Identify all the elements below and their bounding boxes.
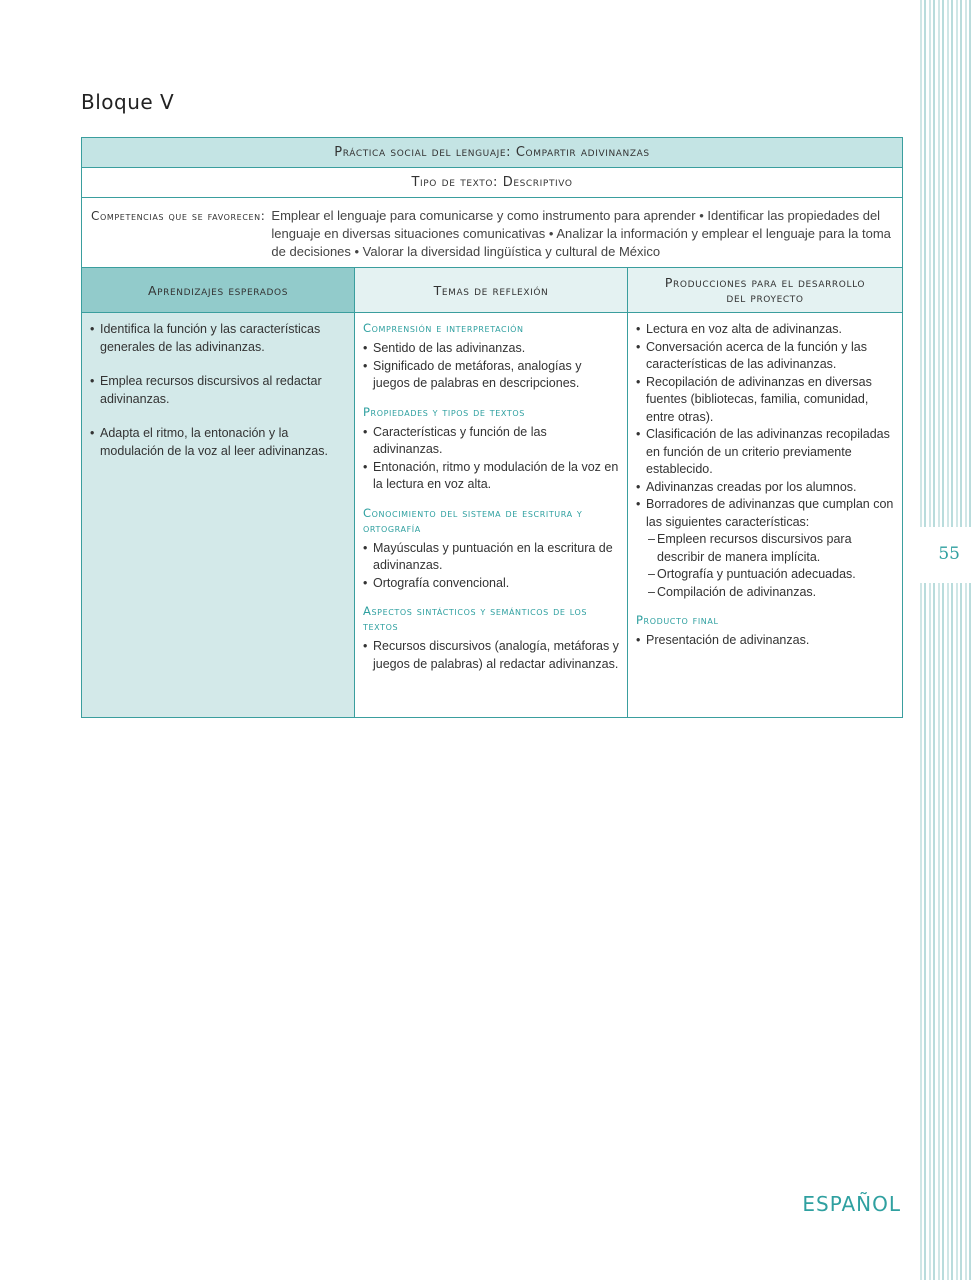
competencies-row — [82, 198, 903, 268]
topic-section-title: Propiedades y tipos de textos — [363, 404, 525, 419]
learnings-column — [82, 313, 355, 718]
topics-column — [355, 313, 628, 718]
draft-feature-item: – Ortografía y puntuación adecuadas. — [648, 566, 894, 584]
topic-section-title: Comprensión e interpretación — [363, 321, 524, 335]
final-product-item: • Presentación de adivinanzas. — [636, 632, 894, 650]
page-number: 55 — [938, 544, 960, 564]
topic-item: • Mayúsculas y puntuación en la escritura de adivinanzas. — [363, 540, 619, 575]
topic-section-title: Conocimiento del sistema de escritura y ortografía — [363, 505, 583, 535]
decorative-stripes — [908, 0, 972, 1280]
topic-item: • Sentido de las adivinanzas. — [363, 340, 619, 358]
column-header-learnings: Aprendizajes esperados — [82, 268, 355, 313]
block-title: Bloque V — [81, 90, 175, 114]
text-type-header: Tipo de texto: Descriptivo — [82, 168, 903, 198]
production-item: • Lectura en voz alta de adivinanzas. — [636, 321, 894, 339]
production-item: • Adivinanzas creadas por los alumnos. — [636, 479, 894, 497]
topic-item: • Características y función de las adivinanzas. — [363, 424, 619, 459]
topic-item: • Recursos discursivos (analogía, metáforas y juegos de palabras) al redactar adivinanzas. — [363, 638, 619, 673]
topic-item: • Significado de metáforas, analogías y juegos de palabras en descripciones. — [363, 358, 619, 393]
production-item: • Conversación acerca de la función y las características de las adivinanzas. — [636, 339, 894, 374]
column-header-topics: Temas de reflexión — [355, 268, 628, 313]
competencies-label: Competencias que se favorecen: — [91, 209, 266, 223]
production-item: • Clasificación de las adivinanzas recopiladas en función de un criterio previamente establecido. — [636, 426, 894, 479]
topic-section-title: Aspectos sintácticos y semánticos de los textos — [363, 604, 588, 633]
topic-item: • Ortografía convencional. — [363, 575, 619, 593]
column-header-productions-label: Producciones para el desarrollo del proyecto — [664, 275, 866, 305]
productions-column — [628, 313, 903, 718]
learning-item: • Identifica la función y las características generales de las adivinanzas. — [90, 321, 346, 356]
production-item: • Recopilación de adivinanzas en diversas fuentes (bibliotecas, familia, comunidad, entre otras). — [636, 374, 894, 427]
learning-item: • Adapta el ritmo, la entonación y la modulación de la voz al leer adivinanzas. — [90, 425, 346, 460]
production-item — [636, 496, 894, 531]
competencies-text: Emplear el lenguaje para comunicarse y como instrumento para aprender • Identificar las propiedades del lenguaje en diversas situaciones comunicativas • Analizar la información y emplear el lenguaje para la toma de decisiones • Valorar la diversidad lingüística y cultural de México — [271, 208, 891, 259]
draft-feature-item: – Compilación de adivinanzas. — [648, 584, 894, 602]
learning-item: • Emplea recursos discursivos al redactar adivinanzas. — [90, 373, 346, 408]
topic-item: • Entonación, ritmo y modulación de la voz en la lectura en voz alta. — [363, 459, 619, 494]
final-product-title: Producto final — [636, 613, 719, 627]
social-practice-header: Práctica social del lenguaje: Compartir adivinanzas — [82, 138, 903, 168]
draft-feature-item: – Empleen recursos discursivos para describir de manera implícita. — [648, 531, 894, 566]
curriculum-table — [81, 137, 903, 718]
subject-label: ESPAÑOL — [802, 1192, 901, 1216]
production-item-text: Borradores de adivinanzas que cumplan con las siguientes características: — [646, 497, 894, 529]
column-header-productions — [628, 268, 903, 313]
